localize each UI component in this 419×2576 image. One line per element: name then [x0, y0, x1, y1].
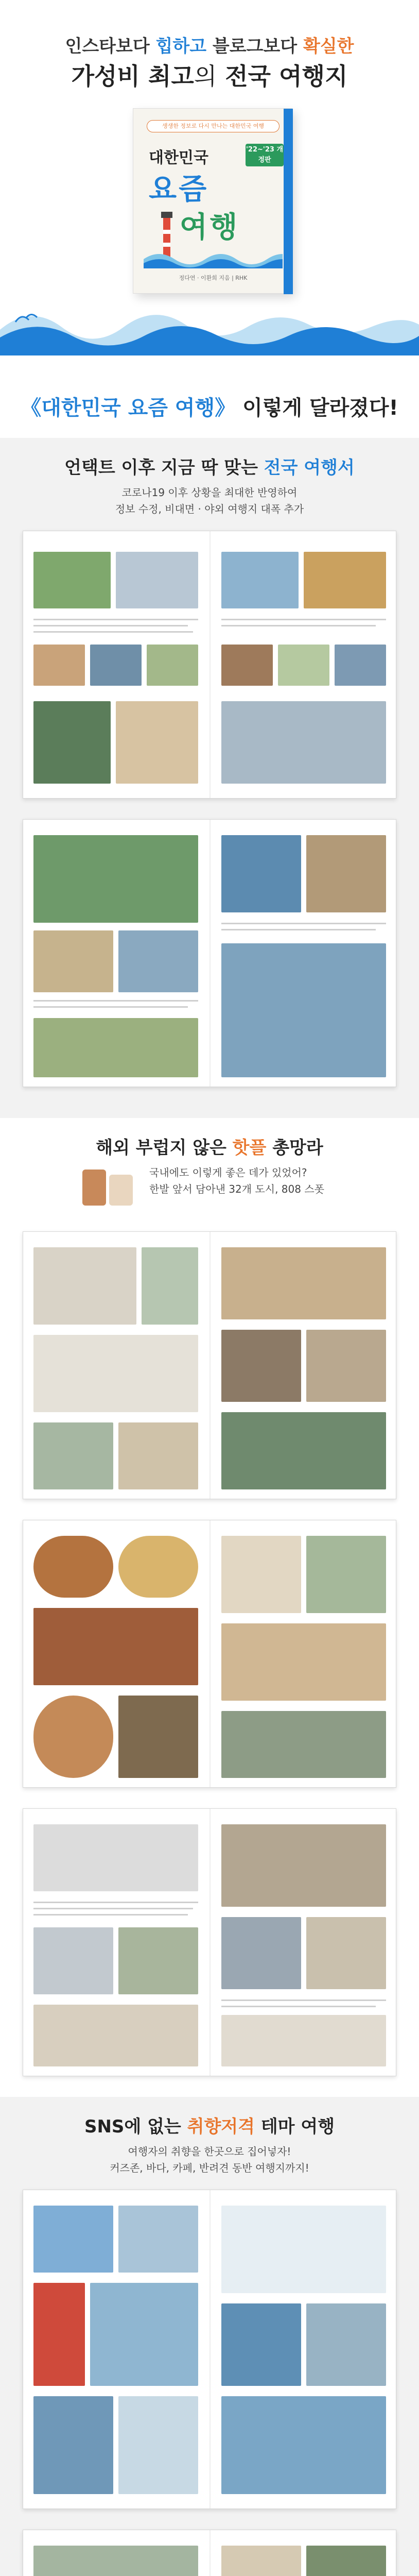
- book-cover: [133, 108, 292, 294]
- section-desc-line: 코로나19 이후 상황을 최대한 반영하여: [121, 486, 298, 499]
- section-title-highlight: 취향저격: [187, 2116, 255, 2137]
- hero-tagline-part: 블로그보다: [206, 36, 303, 57]
- book-spread-6: [23, 2190, 396, 2509]
- book-spread-1: [23, 531, 396, 799]
- hero-tagline: [0, 32, 419, 57]
- section-untact-title: [0, 453, 419, 479]
- book-spread-3: [23, 1231, 396, 1499]
- section-desc-line: 국내에도 이렇게 좋은 데가 있었어?: [149, 1166, 307, 1179]
- hero-tagline-highlight: 힙하고: [155, 36, 207, 57]
- section-title-part: 언택트 이후 지금 딱 맞는: [64, 457, 264, 478]
- section-title-highlight: 핫플: [232, 1138, 267, 1158]
- book-spread-4: [23, 1520, 396, 1788]
- section-untact-desc: [0, 484, 419, 517]
- section-desc-line: 여행자의 취향을 한곳으로 집어넣자!: [128, 2145, 291, 2158]
- section-title-part: 총망라: [266, 1138, 323, 1158]
- section-desc-line: 커즈존, 바다, 카페, 반려견 동반 여행지까지!: [110, 2162, 309, 2174]
- coffee-illustration: [77, 1159, 139, 1211]
- wave-divider: [0, 299, 419, 355]
- book-title-line1: 대한민국: [149, 149, 208, 167]
- book-spread-7: [23, 2530, 396, 2576]
- section-hotplace-title: [0, 1133, 419, 1159]
- book-spread-2: [23, 819, 396, 1087]
- changes-headline-text: 이렇게 달라졌다!: [235, 396, 398, 420]
- changes-headline-book: 《대한민국 요즘 여행》: [21, 396, 236, 420]
- section-theme-title: [0, 2112, 419, 2138]
- hero-title: [0, 58, 419, 92]
- book-spread-5: [23, 1808, 396, 2076]
- edition-badge: '22~'23 개정판: [246, 144, 284, 166]
- hero-tagline-highlight: 확실한: [303, 36, 354, 57]
- changes-headline: [0, 392, 419, 421]
- section-title-part: 해외 부럽지 않은: [96, 1138, 233, 1158]
- book-authors: 정다연 · 이환희 지음 | RHK: [179, 275, 248, 281]
- book-badge: 생생한 정보로 다시 만나는 대한민국 여행: [147, 120, 280, 132]
- section-desc-line: 한발 앞서 담아낸 32개 도시, 808 스폿: [149, 1183, 324, 1195]
- book-title-line3: 여행: [180, 211, 240, 244]
- hero-title-part: 의: [194, 62, 217, 90]
- hero-title-part: 전국 여행지: [217, 62, 348, 90]
- section-desc-line: 정보 수정, 비대면 · 야외 여행지 대폭 추가: [115, 503, 304, 515]
- section-title-part: SNS에 없는: [84, 2116, 187, 2137]
- section-title-highlight: 전국 여행서: [264, 457, 355, 478]
- section-hotplace-desc: [149, 1164, 391, 1197]
- section-theme-desc: [0, 2143, 419, 2176]
- wave-illustration: [144, 244, 283, 268]
- hero-title-part: 가성비 최고: [71, 62, 194, 90]
- section-title-part: 테마 여행: [254, 2116, 335, 2137]
- hero-tagline-part: 인스타보다: [65, 36, 156, 57]
- book-title-line2: 요즘: [149, 173, 209, 206]
- book-spine: [284, 109, 293, 294]
